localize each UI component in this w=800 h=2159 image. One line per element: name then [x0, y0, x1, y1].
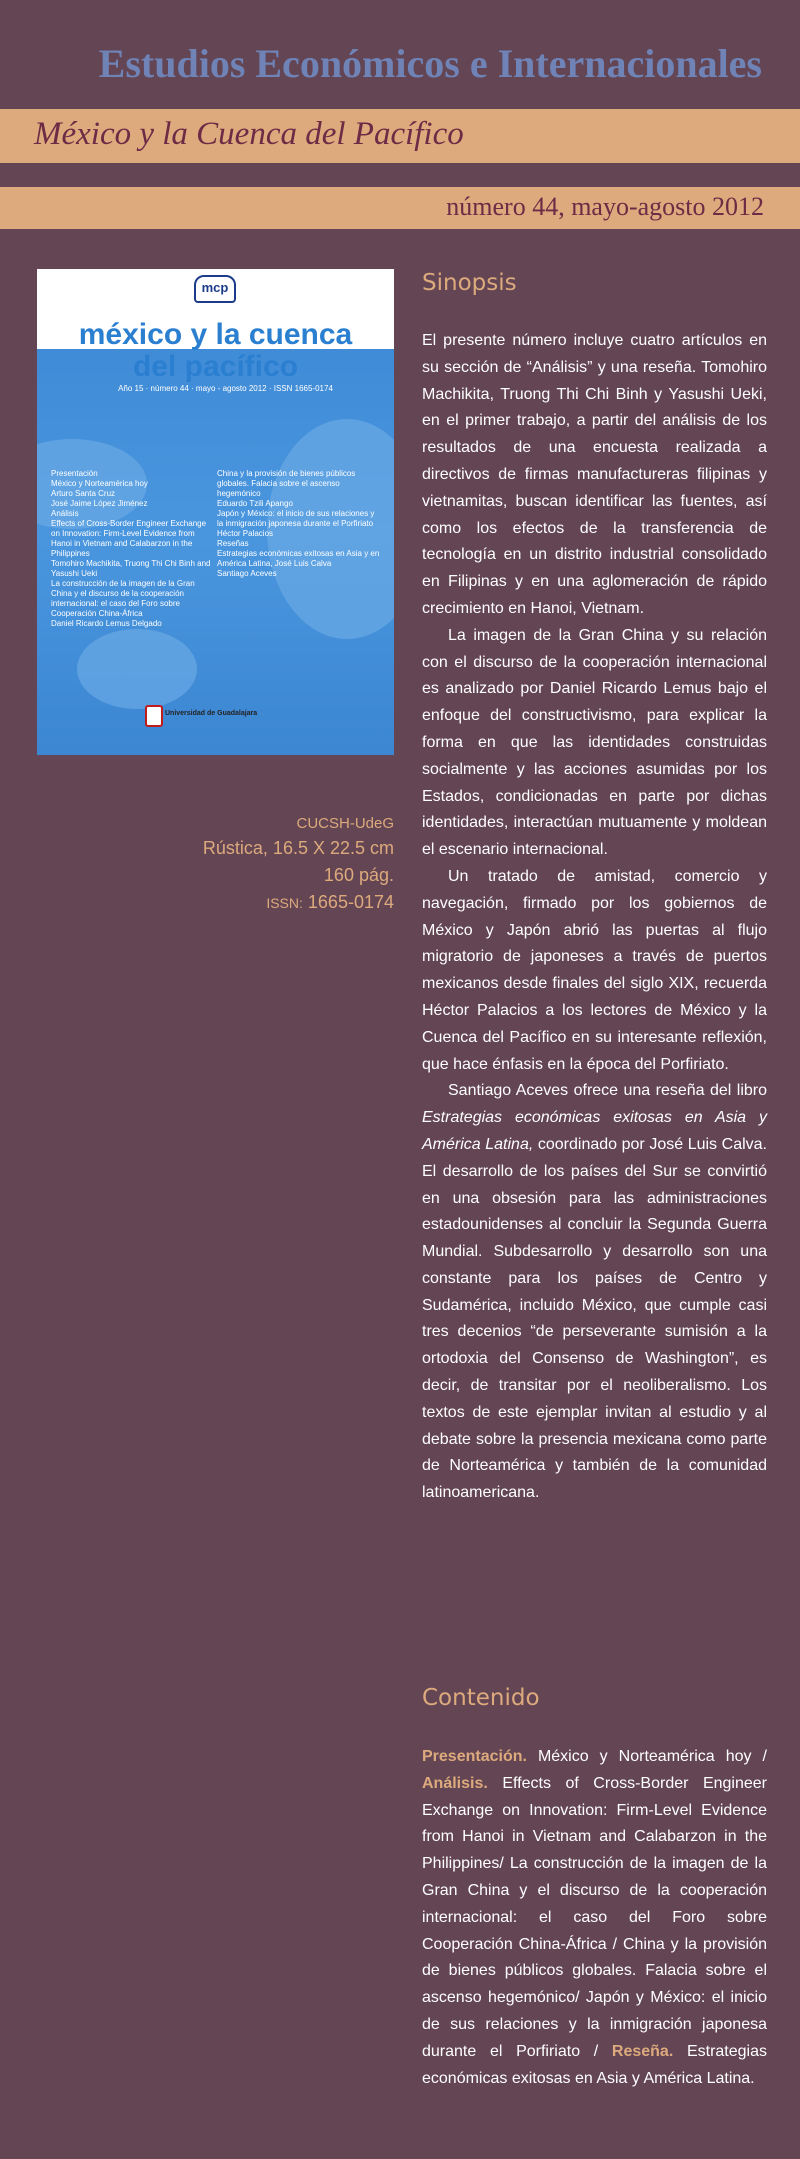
publisher: CUCSH-UdeG: [296, 815, 394, 832]
series-title: Estudios Económicos e Internacionales: [98, 41, 762, 86]
sinopsis-paragraph: El presente número incluye cuatro artículos en su sección de “Análisis” y una reseña. Tomohiro Machikita, Truong Thi Chi Binh y Yasushi Ueki, en el primer trabajo, a partir del análisis de los resultados de una encuesta realizada a directivos de firmas manufactureras filipinas y vietnamitas, buscan identificar las fuentes, así como los efectos de la transferencia de tecnología en un distrito industrial consolidado en Filipinas y en una aglomeración de rápido crecimiento en Hanoi, Vietnam.: [422, 332, 767, 617]
journal-title: México y la Cuenca del Pacífico: [34, 116, 464, 152]
cover-logo: mcp: [194, 275, 236, 303]
contenido-body: [422, 1744, 767, 2092]
university-seal-icon: [145, 705, 163, 727]
issn-value: 1665-0174: [307, 892, 394, 912]
format: Rústica, 16.5 X 22.5 cm: [202, 838, 394, 858]
cover-contents-right: China y la provisión de bienes públicos globales. Falacia sobre el ascenso hegemónico Eduardo Tzili Apango Japón y México: el inicio de sus relaciones y la inmigración japonesa durante el Porfiriato Héctor Palacios Reseñas Estrategias económicas exitosas en Asia y en América Latina, José Luis Calva Santiago Aceves: [217, 469, 380, 578]
cover-image: [37, 269, 394, 755]
sinopsis-paragraph: La imagen de la Gran China y su relación con el discurso de la cooperación internacional es analizado por Daniel Ricardo Lemus bajo el enfoque del constructivismo, para explicar la forma en que las identidades construidas socialmente y las acciones asumidas por los Estados, condicionadas en parte por dichas identidades, interactúan mutuamente y moldean el escenario internacional.: [422, 626, 767, 859]
analisis-text: Effects of Cross-Border Engineer Exchange on Innovation: Firm-Level Evidence from Hanoi in Vietnam and Calabarzon in the Philippines/ La construcción de la imagen de la Gran China y el discurso de la cooperación internacional: el caso del Foro sobre Cooperación China-África / China y la provisión de bienes públicos globales. Falacia sobre el ascenso hegemónico/ Japón y México: el inicio de sus relaciones y la inmigración japonesa durante el Porfiriato /: [422, 1774, 767, 2060]
journal-title-band: [0, 109, 800, 163]
presentacion-text: México y Norteamérica hoy /: [526, 1748, 767, 1765]
issue-label: número 44, mayo-agosto 2012: [446, 192, 764, 221]
analisis-label: Análisis.: [422, 1774, 488, 1792]
sinopsis-paragraph: Un tratado de amistad, comercio y navegación, firmado por los gobiernos de México y Japón abrió las puertas al flujo migratorio de japoneses a través de puertos mexicanos desde finales del siglo XIX, recuerda Héctor Palacios a los lectores de México y la Cuenca del Pacífico en su interesante reflexión, que hace énfasis en la época del Porfiriato.: [422, 867, 767, 1073]
resena-text: Estrategias económicas exitosas en Asia y América Latina.: [422, 2042, 767, 2087]
presentacion-label: Presentación.: [422, 1748, 527, 1765]
issn: [37, 892, 394, 913]
paragraph-start: Santiago Aceves ofrece una reseña del libro: [448, 1082, 767, 1100]
sinopsis-body: [422, 328, 767, 1507]
contenido-heading: Contenido: [422, 1685, 540, 1711]
cover-title-line1: méxico y la cuenca: [78, 318, 353, 351]
sinopsis-heading: Sinopsis: [422, 270, 517, 296]
cover-contents-left: Presentación México y Norteamérica hoy Arturo Santa Cruz José Jaime López Jiménez Análisis Effects of Cross-Border Engineer Exchange on Innovation: Firm-Level Evidence from Hanoi in Vietnam and Calabarzon in the Philippines Tomohiro Machikita, Truong Thi Chi Binh and Yasushi Ueki La construcción de la imagen de la Gran China y el discurso de la cooperación internacional: el caso del Foro sobre Cooperación China-África Daniel Ricardo Lemus Delgado: [51, 469, 211, 628]
sinopsis-paragraph: [422, 1078, 767, 1507]
issue-band: [0, 187, 800, 229]
cover-title: [37, 319, 394, 383]
paragraph-rest: coordinado por José Luis Calva. El desarrollo de los países del Sur se convirtió en una obsesión para las administraciones estadounidenses al concluir la Segunda Guerra Mundial. Subdesarrollo y desarrollo son una constante para los países de Centro y Sudamérica, incluido México, que cumple casi tres decenios “de perseverante sumisión a la ortodoxia del Consenso de Washington”, es decir, de transitar por el neoliberalismo. Los textos de este ejemplar invitan al estudio y al debate sobre la presencia mexicana como parte de Norteamérica y también de la comunidad latinoamericana.: [422, 1135, 767, 1502]
cover-publisher: Universidad de Guadalajara: [165, 710, 258, 717]
cover-title-line2: del pacífico: [132, 350, 299, 383]
cover-issue: Año 15 · número 44 · mayo - agosto 2012 · ISSN 1665-0174: [118, 384, 333, 393]
pages: 160 pág.: [323, 865, 394, 885]
book-title: Estrategias económicas exitosas en Asia y América Latina,: [422, 1109, 767, 1153]
issn-label: ISSN:: [266, 895, 303, 911]
resena-label: Reseña.: [611, 2042, 674, 2060]
cover-map-shape: [77, 629, 197, 709]
